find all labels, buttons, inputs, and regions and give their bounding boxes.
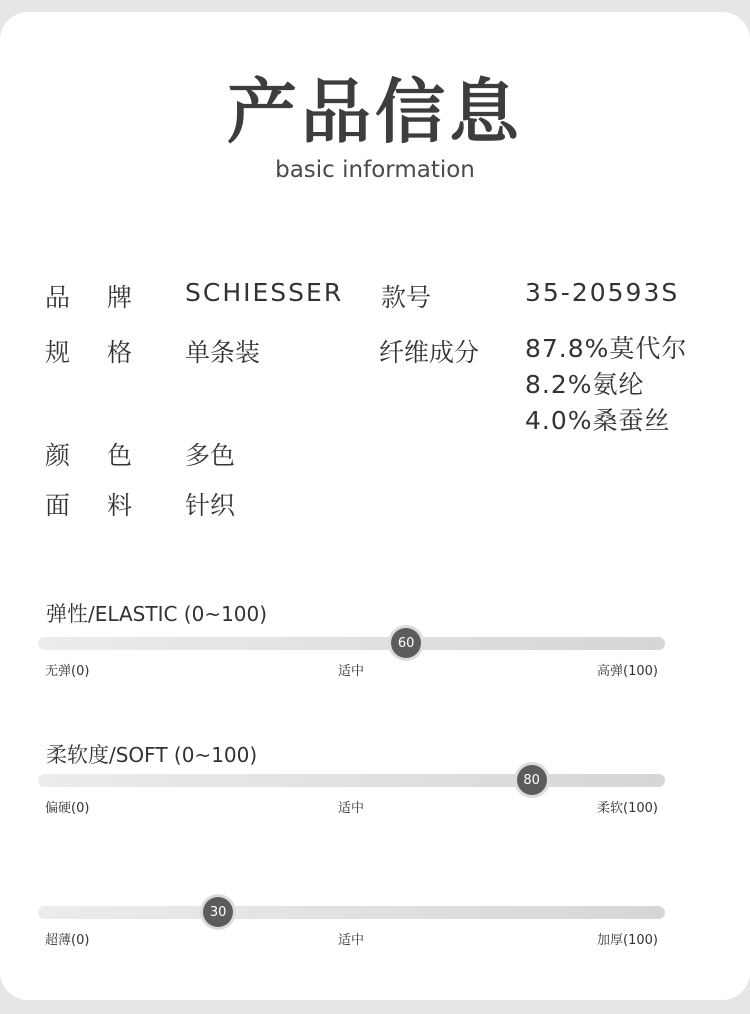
page-subtitle: basic information <box>275 157 475 183</box>
elastic-title-en: /ELASTIC (0~100) <box>88 602 268 626</box>
color-label-char-1: 颜 <box>45 441 71 470</box>
thickness-track <box>38 906 665 919</box>
spec-label-char-1: 规 <box>45 338 71 367</box>
color-label <box>45 436 133 472</box>
elastic-track <box>38 637 665 650</box>
fabric-label-char-2: 料 <box>107 491 133 520</box>
brand-label-char-1: 品 <box>45 283 71 312</box>
model-value: 35-20593S <box>525 278 680 307</box>
thickness-max-label: 加厚(100) <box>597 933 658 948</box>
fabric-label <box>45 486 133 522</box>
spec-label <box>45 333 133 369</box>
fiber-composition <box>525 331 687 439</box>
color-value: 多色 <box>185 441 236 470</box>
thickness-mid-label: 适中 <box>338 933 365 948</box>
elastic-min-label: 无弹(0) <box>45 664 90 679</box>
soft-min-label: 偏硬(0) <box>45 801 90 816</box>
brand-label <box>45 278 133 314</box>
soft-max-label: 柔软(100) <box>597 801 658 816</box>
thickness-min-label: 超薄(0) <box>45 933 90 948</box>
brand-label-char-2: 牌 <box>107 283 133 312</box>
spec-label-char-2: 格 <box>107 338 133 367</box>
model-label: 款号 <box>381 283 432 312</box>
elastic-title <box>46 598 267 628</box>
thickness-knob: 30 <box>203 897 233 927</box>
fiber-line-2: 8.2%氨纶 <box>525 370 645 399</box>
elastic-max-label: 高弹(100) <box>597 664 658 679</box>
soft-title <box>46 739 257 769</box>
fabric-value: 针织 <box>185 491 236 520</box>
spec-value: 单条装 <box>185 338 261 367</box>
soft-title-cn: 柔软度 <box>46 743 109 767</box>
elastic-knob: 60 <box>391 628 421 658</box>
soft-track <box>38 774 665 787</box>
fiber-label: 纤维成分 <box>379 338 480 367</box>
fiber-line-1: 87.8%莫代尔 <box>525 334 688 363</box>
color-label-char-2: 色 <box>107 441 133 470</box>
soft-knob: 80 <box>517 765 547 795</box>
elastic-title-cn: 弹性 <box>46 602 88 626</box>
fabric-label-char-1: 面 <box>45 491 71 520</box>
soft-title-en: /SOFT (0~100) <box>109 743 258 767</box>
fiber-line-3: 4.0%桑蚕丝 <box>525 406 671 435</box>
elastic-mid-label: 适中 <box>338 664 365 679</box>
soft-mid-label: 适中 <box>338 801 365 816</box>
brand-value: SCHIESSER <box>185 278 344 307</box>
page-title: 产品信息 <box>227 71 523 153</box>
